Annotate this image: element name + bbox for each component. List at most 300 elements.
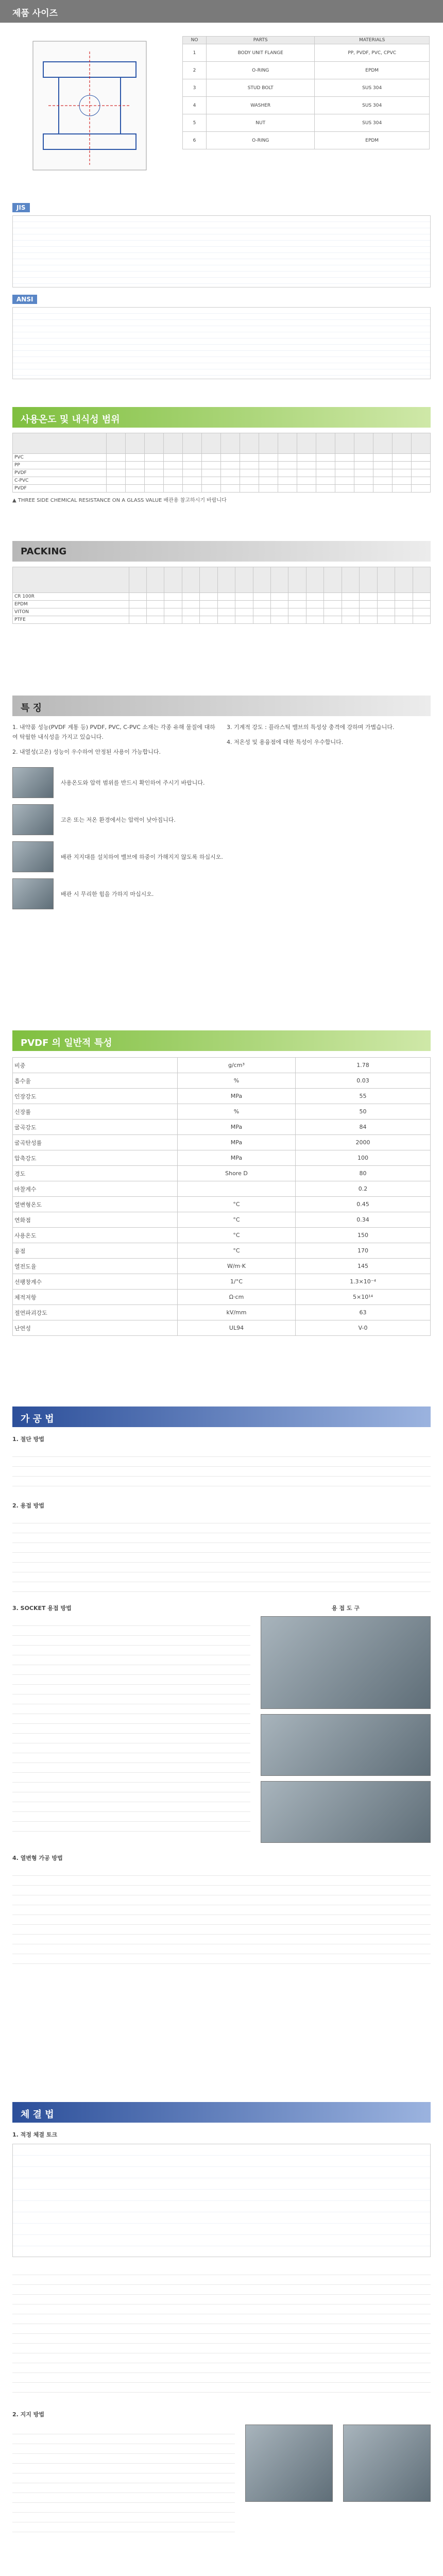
parts-cell: 6 (183, 132, 207, 149)
parts-table-wrap (182, 36, 430, 149)
usage-row (13, 469, 431, 477)
packing-cell (288, 616, 306, 624)
pvdf-cell: 170 (296, 1243, 431, 1259)
packing-cell (235, 608, 253, 616)
packing-cell (360, 608, 377, 616)
usage-cell (106, 469, 125, 477)
pvdf-cell: 2000 (296, 1135, 431, 1150)
packing-title: PACKING (12, 541, 431, 562)
pvdf-cell: 인장강도 (13, 1089, 178, 1104)
connection-text-1 (12, 2265, 431, 2399)
pvdf-cell: °C (177, 1228, 295, 1243)
warning-row (12, 804, 431, 835)
usage-cell (163, 454, 182, 462)
usage-header-cell (163, 433, 182, 454)
pvdf-cell: V-0 (296, 1320, 431, 1336)
packing-cell (271, 608, 288, 616)
connection-title: 체 결 법 (12, 2102, 431, 2123)
packing-cell (271, 601, 288, 608)
usage-material: PVDF (13, 485, 107, 493)
usage-cell (392, 462, 411, 469)
pvdf-cell: UL94 (177, 1320, 295, 1336)
packing-cell (413, 608, 430, 616)
pvdf-row (13, 1135, 431, 1150)
packing-cell (217, 601, 235, 608)
warning-row (12, 767, 431, 798)
usage-cell (373, 462, 392, 469)
usage-cell (144, 477, 163, 485)
pvdf-row (13, 1181, 431, 1197)
pvdf-cell: 0.45 (296, 1197, 431, 1212)
usage-cell (163, 477, 182, 485)
packing-cell (200, 616, 217, 624)
feature-1: 1. 내약품 성능(PVDF 계통 등) PVDF, PVC, C-PVC 소재는 각종 유해 물질에 대하여 탁월한 내식성을 가지고 있습니다. (12, 724, 215, 740)
usage-material: C-PVC (13, 477, 107, 485)
pvdf-cell: 84 (296, 1120, 431, 1135)
install-step-1: 1. 절단 방법 (12, 1436, 44, 1443)
packing-cell (395, 616, 413, 624)
usage-cell (125, 454, 144, 462)
usage-cell (411, 454, 430, 462)
packing-cell (146, 593, 164, 601)
pvdf-cell: 사용온도 (13, 1228, 178, 1243)
packing-cell (395, 601, 413, 608)
parts-cell: WASHER (207, 97, 315, 114)
usage-cell (259, 469, 278, 477)
pvdf-cell: % (177, 1104, 295, 1120)
pvdf-row (13, 1104, 431, 1120)
parts-cell: PP, PVDF, PVC, CPVC (315, 44, 430, 62)
packing-cell (164, 616, 182, 624)
usage-header-cell (182, 433, 201, 454)
pvdf-cell: 0.34 (296, 1212, 431, 1228)
usage-header-cell (392, 433, 411, 454)
packing-cell (164, 593, 182, 601)
warning-text: 배관 지지대를 설치하여 밸브에 하중이 가해지지 않도록 하십시오. (61, 853, 223, 860)
usage-note: ▲ THREE SIDE CHEMICAL RESISTANCE ON A GLASS VALUE 배관용 참고하시기 바랍니다 (12, 498, 227, 503)
install-title: 가 공 법 (12, 1406, 431, 1427)
packing-cell (413, 616, 430, 624)
parts-cell: 5 (183, 114, 207, 132)
pvdf-row (13, 1212, 431, 1228)
pvdf-row (13, 1166, 431, 1181)
packing-material: EPDM (13, 601, 129, 608)
packing-cell (200, 608, 217, 616)
usage-cell (144, 454, 163, 462)
packing-header-cell (306, 567, 323, 593)
packing-cell (288, 593, 306, 601)
packing-table (12, 567, 431, 624)
usage-cell (335, 462, 354, 469)
usage-cell (240, 462, 259, 469)
packing-header-cell (235, 567, 253, 593)
usage-cell (373, 485, 392, 493)
packing-header-cell (288, 567, 306, 593)
usage-cell (182, 462, 201, 469)
usage-material: PP (13, 462, 107, 469)
parts-row (183, 114, 430, 132)
usage-cell (278, 485, 297, 493)
usage-row (13, 485, 431, 493)
pvdf-cell: 굴곡탄성률 (13, 1135, 178, 1150)
parts-row (183, 132, 430, 149)
usage-header-cell (354, 433, 373, 454)
usage-cell (392, 477, 411, 485)
pvdf-cell: 80 (296, 1166, 431, 1181)
usage-cell (144, 485, 163, 493)
pvdf-cell: 55 (296, 1089, 431, 1104)
packing-header-cell (253, 567, 270, 593)
pvdf-cell: % (177, 1073, 295, 1089)
pvdf-cell: 마찰계수 (13, 1181, 178, 1197)
packing-header-row (13, 567, 431, 593)
packing-header-cell (13, 567, 129, 593)
packing-material: PTFE (13, 616, 129, 624)
packing-cell (200, 593, 217, 601)
packing-row (13, 616, 431, 624)
packing-cell (306, 601, 323, 608)
packing-cell (306, 608, 323, 616)
packing-cell (129, 616, 146, 624)
pvdf-cell: g/cm³ (177, 1058, 295, 1073)
usage-cell (182, 485, 201, 493)
usage-cell (278, 477, 297, 485)
usage-cell (316, 462, 335, 469)
pvdf-row (13, 1228, 431, 1243)
packing-cell (164, 601, 182, 608)
install-text-4 (12, 1866, 431, 1969)
usage-cell (354, 469, 373, 477)
pvdf-cell: 압축강도 (13, 1150, 178, 1166)
packing-cell (129, 608, 146, 616)
packing-cell (146, 601, 164, 608)
usage-header-cell (220, 433, 240, 454)
product-size-header: 제품 사이즈 (0, 0, 443, 23)
warning-list (12, 767, 431, 909)
packing-cell (324, 593, 342, 601)
support-photo-1 (245, 2425, 333, 2502)
packing-header-cell (129, 567, 146, 593)
packing-cell (217, 608, 235, 616)
parts-cell: EPDM (315, 132, 430, 149)
usage-cell (354, 462, 373, 469)
pvdf-row (13, 1274, 431, 1290)
packing-cell (324, 601, 342, 608)
packing-cell (146, 616, 164, 624)
install-text-1 (12, 1447, 431, 1494)
usage-cell (411, 462, 430, 469)
usage-cell (335, 454, 354, 462)
usage-cell (297, 477, 316, 485)
usage-header-cell (316, 433, 335, 454)
packing-cell (360, 593, 377, 601)
packing-row (13, 601, 431, 608)
welding-photo-3 (261, 1781, 431, 1843)
packing-cell (395, 608, 413, 616)
packing-cell (413, 601, 430, 608)
usage-cell (259, 485, 278, 493)
usage-cell (182, 477, 201, 485)
feature-4: 4. 저온성 및 용융점에 대한 특성이 우수합니다. (227, 739, 344, 745)
pvdf-cell: 흡수율 (13, 1073, 178, 1089)
usage-cell (220, 485, 240, 493)
usage-cell (125, 462, 144, 469)
packing-row (13, 608, 431, 616)
welding-tools-label: 용 접 도 구 (332, 1605, 360, 1612)
ansi-tag: ANSI (12, 295, 37, 304)
welding-tools-photo (261, 1616, 431, 1709)
usage-cell (163, 469, 182, 477)
packing-cell (235, 593, 253, 601)
col-materials: MATERIALS (315, 37, 430, 44)
usage-cell (125, 485, 144, 493)
packing-header-cell (146, 567, 164, 593)
connection-step-2: 2. 지지 방법 (12, 2411, 44, 2418)
support-photo-2 (343, 2425, 431, 2502)
usage-header-cell (13, 433, 107, 454)
ansi-table (12, 307, 431, 379)
install-section (12, 1406, 431, 2076)
packing-cell (129, 601, 146, 608)
packing-header-cell (324, 567, 342, 593)
usage-header-cell (125, 433, 144, 454)
parts-cell: SUS 304 (315, 79, 430, 97)
usage-cell (182, 469, 201, 477)
usage-cell (316, 454, 335, 462)
pvdf-cell: 5×10¹⁴ (296, 1290, 431, 1305)
usage-row (13, 462, 431, 469)
pvdf-cell: W/m·K (177, 1259, 295, 1274)
usage-cell (297, 485, 316, 493)
usage-material: PVDF (13, 469, 107, 477)
packing-cell (342, 616, 359, 624)
warning-image (12, 878, 54, 909)
pvdf-cell: 굴곡강도 (13, 1120, 178, 1135)
install-step-4: 4. 열변형 가공 방법 (12, 1855, 63, 1861)
pvdf-cell: MPa (177, 1120, 295, 1135)
warning-text: 배관 시 무리한 힘을 가하지 마십시오. (61, 890, 154, 897)
packing-cell (288, 601, 306, 608)
packing-cell (271, 616, 288, 624)
pvdf-cell: 절연파괴강도 (13, 1305, 178, 1320)
warning-row (12, 878, 431, 909)
packing-header-cell (395, 567, 413, 593)
parts-row (183, 97, 430, 114)
pvdf-cell: 1.3×10⁻⁴ (296, 1274, 431, 1290)
usage-cell (220, 462, 240, 469)
parts-cell: BODY UNIT FLANGE (207, 44, 315, 62)
pvdf-row (13, 1305, 431, 1320)
pvdf-row (13, 1120, 431, 1135)
pvdf-cell: 100 (296, 1150, 431, 1166)
parts-row (183, 79, 430, 97)
usage-cell (201, 485, 220, 493)
pvdf-row (13, 1058, 431, 1073)
pvdf-cell: kV/mm (177, 1305, 295, 1320)
usage-cell (201, 454, 220, 462)
usage-cell (411, 485, 430, 493)
usage-row (13, 454, 431, 462)
usage-cell (106, 485, 125, 493)
packing-cell (217, 593, 235, 601)
packing-cell (306, 616, 323, 624)
packing-header-cell (200, 567, 217, 593)
packing-cell (377, 608, 395, 616)
usage-cell (316, 469, 335, 477)
usage-header-cell (201, 433, 220, 454)
parts-cell: SUS 304 (315, 114, 430, 132)
usage-cell (240, 485, 259, 493)
parts-cell: STUD BOLT (207, 79, 315, 97)
packing-header-cell (360, 567, 377, 593)
usage-cell (335, 485, 354, 493)
pvdf-title: PVDF 의 일반적 특성 (12, 1030, 431, 1051)
packing-cell (235, 616, 253, 624)
pvdf-cell: 1.78 (296, 1058, 431, 1073)
packing-cell (164, 608, 182, 616)
packing-header-cell (217, 567, 235, 593)
parts-cell: EPDM (315, 62, 430, 79)
usage-row (13, 477, 431, 485)
pvdf-cell: 경도 (13, 1166, 178, 1181)
usage-cell (220, 454, 240, 462)
jis-table (12, 215, 431, 287)
pvdf-row (13, 1197, 431, 1212)
packing-cell (324, 608, 342, 616)
parts-cell: O-RING (207, 62, 315, 79)
usage-cell (106, 454, 125, 462)
parts-cell: SUS 304 (315, 97, 430, 114)
usage-cell (259, 454, 278, 462)
usage-cell (335, 477, 354, 485)
packing-cell (182, 601, 199, 608)
pvdf-cell: 0.03 (296, 1073, 431, 1089)
usage-cell (163, 462, 182, 469)
usage-cell (411, 477, 430, 485)
pvdf-cell: 체적저항 (13, 1290, 178, 1305)
packing-cell (253, 601, 270, 608)
usage-cell (125, 477, 144, 485)
install-text-3 (12, 1616, 250, 1833)
usage-cell (316, 485, 335, 493)
usage-cell (278, 454, 297, 462)
usage-cell (201, 477, 220, 485)
usage-cell (240, 454, 259, 462)
packing-cell (395, 593, 413, 601)
pvdf-cell: MPa (177, 1135, 295, 1150)
packing-cell (377, 601, 395, 608)
pvdf-row (13, 1089, 431, 1104)
usage-cell (392, 454, 411, 462)
welding-photo-2 (261, 1714, 431, 1776)
usage-header-cell (411, 433, 430, 454)
pvdf-table (12, 1057, 431, 1336)
usage-cell (354, 485, 373, 493)
usage-cell (125, 469, 144, 477)
warning-image (12, 841, 54, 872)
usage-cell (201, 462, 220, 469)
packing-cell (235, 601, 253, 608)
packing-cell (217, 616, 235, 624)
pvdf-section (12, 1030, 431, 1391)
feature-3: 3. 기계적 강도 : 플라스틱 밸브의 특성상 충격에 강하며 가볍습니다. (227, 724, 395, 731)
usage-cell (335, 469, 354, 477)
usage-cell (278, 462, 297, 469)
usage-header-cell (144, 433, 163, 454)
packing-header-cell (182, 567, 199, 593)
dimension-section (12, 196, 431, 392)
packing-material: CR 100R (13, 593, 129, 601)
usage-cell (354, 477, 373, 485)
warning-row (12, 841, 431, 872)
pvdf-row (13, 1243, 431, 1259)
pvdf-cell: 1/°C (177, 1274, 295, 1290)
valve-drawing (12, 31, 167, 180)
usage-cell (220, 469, 240, 477)
packing-header-cell (377, 567, 395, 593)
parts-cell: 4 (183, 97, 207, 114)
usage-cell (278, 469, 297, 477)
pvdf-row (13, 1073, 431, 1089)
jis-tag: JIS (12, 203, 30, 212)
drawing-section (12, 31, 431, 185)
pvdf-cell: °C (177, 1197, 295, 1212)
install-text-2 (12, 1514, 431, 1596)
pvdf-cell: 열전도율 (13, 1259, 178, 1274)
pvdf-cell: MPa (177, 1089, 295, 1104)
pvdf-cell: 선팽창계수 (13, 1274, 178, 1290)
packing-cell (146, 608, 164, 616)
usage-section (12, 407, 431, 526)
connection-section (12, 2102, 431, 2576)
parts-cell: O-RING (207, 132, 315, 149)
pvdf-cell: °C (177, 1243, 295, 1259)
pvdf-row (13, 1150, 431, 1166)
packing-cell (324, 616, 342, 624)
warning-text: 고온 또는 저온 환경에서는 압력이 낮아집니다. (61, 816, 176, 823)
usage-title: 사용온도 및 내식성 범위 (12, 407, 431, 428)
parts-row (183, 62, 430, 79)
parts-cell: NUT (207, 114, 315, 132)
pvdf-cell: 145 (296, 1259, 431, 1274)
pvdf-row (13, 1290, 431, 1305)
usage-cell (316, 477, 335, 485)
warning-image (12, 767, 54, 798)
usage-header-cell (297, 433, 316, 454)
parts-row (183, 44, 430, 62)
pvdf-cell (177, 1181, 295, 1197)
warning-text: 사용온도와 압력 범위를 반드시 확인하여 주시기 바랍니다. (61, 779, 205, 786)
pvdf-cell: 비중 (13, 1058, 178, 1073)
packing-cell (306, 593, 323, 601)
packing-header-cell (164, 567, 182, 593)
usage-header-row (13, 433, 431, 454)
packing-cell (342, 601, 359, 608)
packing-header-cell (271, 567, 288, 593)
pvdf-cell: Ω·cm (177, 1290, 295, 1305)
packing-cell (182, 608, 199, 616)
usage-cell (144, 469, 163, 477)
packing-header-cell (413, 567, 430, 593)
packing-cell (360, 601, 377, 608)
col-parts: PARTS (207, 37, 315, 44)
features-section (12, 696, 431, 1015)
usage-cell (297, 462, 316, 469)
pvdf-row (13, 1320, 431, 1336)
packing-cell (253, 593, 270, 601)
usage-header-cell (278, 433, 297, 454)
pvdf-cell: 열변형온도 (13, 1197, 178, 1212)
